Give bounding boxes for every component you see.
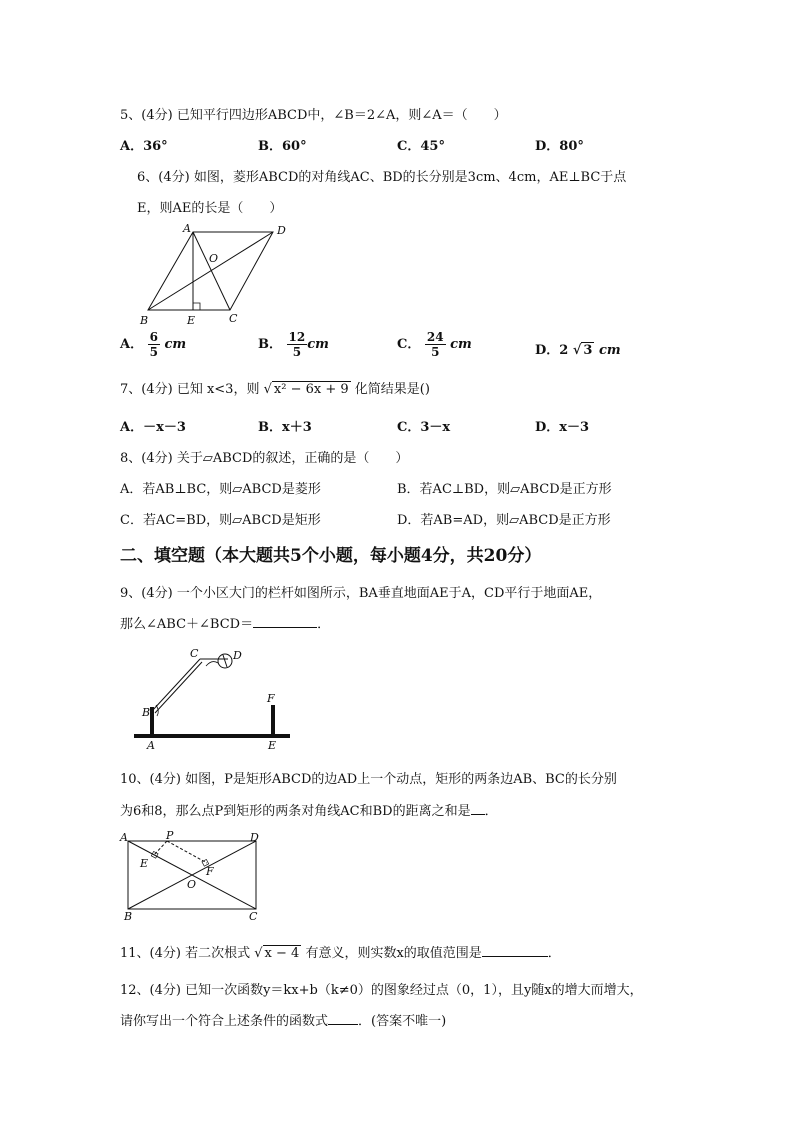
- q11-stem: 11、(4分) 若二次根式 √ x − 4 有意义，则实数x的取值范围是 ．: [120, 946, 561, 961]
- q12-stem-line2: 请你写出一个符合上述条件的函数式 ．(答案不唯一): [120, 1014, 447, 1029]
- rhombus-label-c: C: [229, 312, 238, 325]
- section-heading-fill-in: 二、填空题（本大题共5个小题，每小题4分，共20分）: [120, 546, 542, 566]
- q7-option-b: B．x＋3: [258, 420, 312, 435]
- q12-stem-line1: 12、(4分) 已知一次函数y＝kx+b（k≠0）的图象经过点（0，1），且y随x的增大而增大，: [120, 983, 643, 998]
- gate-label-d: D: [233, 649, 242, 662]
- q9-stem-line1: 9、(4分) 一个小区大门的栏杆如图所示，BA垂直地面AE于A，CD平行于地面AE，: [120, 586, 602, 601]
- gate-label-f: F: [267, 692, 275, 705]
- q8-option-d: D．若AB=AD，则▱ABCD是正方形: [397, 513, 611, 528]
- gate-label-a: A: [147, 739, 155, 752]
- q8-stem: 8、(4分) 关于▱ABCD的叙述，正确的是（ ）: [120, 451, 409, 466]
- rhombus-label-a: A: [183, 222, 191, 235]
- q8-option-a: A．若AB⊥BC，则▱ABCD是菱形: [120, 482, 321, 497]
- rectangle-figure: [118, 828, 268, 923]
- q7-option-c: C．3－x: [397, 420, 451, 435]
- rhombus-figure: [130, 220, 310, 330]
- q8-option-b: B．若AC⊥BD，则▱ABCD是正方形: [397, 482, 612, 497]
- rect-label-f: F: [206, 865, 214, 878]
- q7-stem: 7、(4分) 已知 x<3，则 √ x² − 6x + 9 化简结果是(): [120, 382, 430, 397]
- rect-label-p: P: [166, 829, 174, 842]
- q5-option-d: D．80°: [535, 139, 584, 154]
- gate-label-c: C: [190, 647, 199, 660]
- rhombus-label-o: O: [209, 252, 219, 265]
- q5-option-b: B．60°: [258, 139, 307, 154]
- rect-label-b: B: [124, 910, 133, 923]
- rhombus-label-e: E: [187, 314, 196, 327]
- q5-option-c: C．45°: [397, 139, 445, 154]
- q6-option-a: A． $\frac{6}{5}$ cm: [120, 330, 187, 359]
- rect-label-a: A: [120, 831, 128, 844]
- rect-label-o: O: [187, 878, 197, 891]
- q7-option-a: A．－x－3: [120, 420, 186, 435]
- q5-option-a: A．36°: [120, 139, 168, 154]
- rhombus-label-b: B: [140, 314, 149, 327]
- q10-stem-line2: 为6和8，那么点P到矩形的两条对角线AC和BD的距离之和是 ．: [120, 804, 498, 819]
- q5-stem: 5、(4分) 已知平行四边形ABCD中，∠B＝2∠A，则∠A＝（ ）: [120, 108, 507, 123]
- q6-option-c: C． $\frac{24}{5}$ cm: [397, 330, 472, 359]
- q6-option-d: D．2 √ 3 cm: [535, 343, 621, 358]
- gate-label-b: B: [142, 706, 151, 719]
- q8-option-c: C．若AC=BD，则▱ABCD是矩形: [120, 513, 321, 528]
- rect-label-e: E: [140, 857, 149, 870]
- rect-label-d: D: [250, 831, 259, 844]
- rect-label-c: C: [249, 910, 258, 923]
- gate-barrier-figure: [130, 645, 300, 755]
- q10-stem-line1: 10、(4分) 如图，P是矩形ABCD的边AD上一个动点，矩形的两条边AB、BC的长分别: [120, 772, 617, 787]
- gate-label-e: E: [268, 739, 277, 752]
- q6-stem-line2: E，则AE的长是（ ）: [137, 201, 283, 216]
- q6-stem-line1: 6、(4分) 如图，菱形ABCD的对角线AC、BD的长分别是3cm、4cm，AE⊥BC于点: [137, 170, 627, 185]
- q7-option-d: D．x－3: [535, 420, 590, 435]
- q9-stem-line2: 那么∠ABC＋∠BCD＝ ．: [120, 617, 331, 632]
- rhombus-label-d: D: [277, 224, 286, 237]
- q6-option-b: B． $\frac{12}{5}$ cm: [258, 330, 329, 359]
